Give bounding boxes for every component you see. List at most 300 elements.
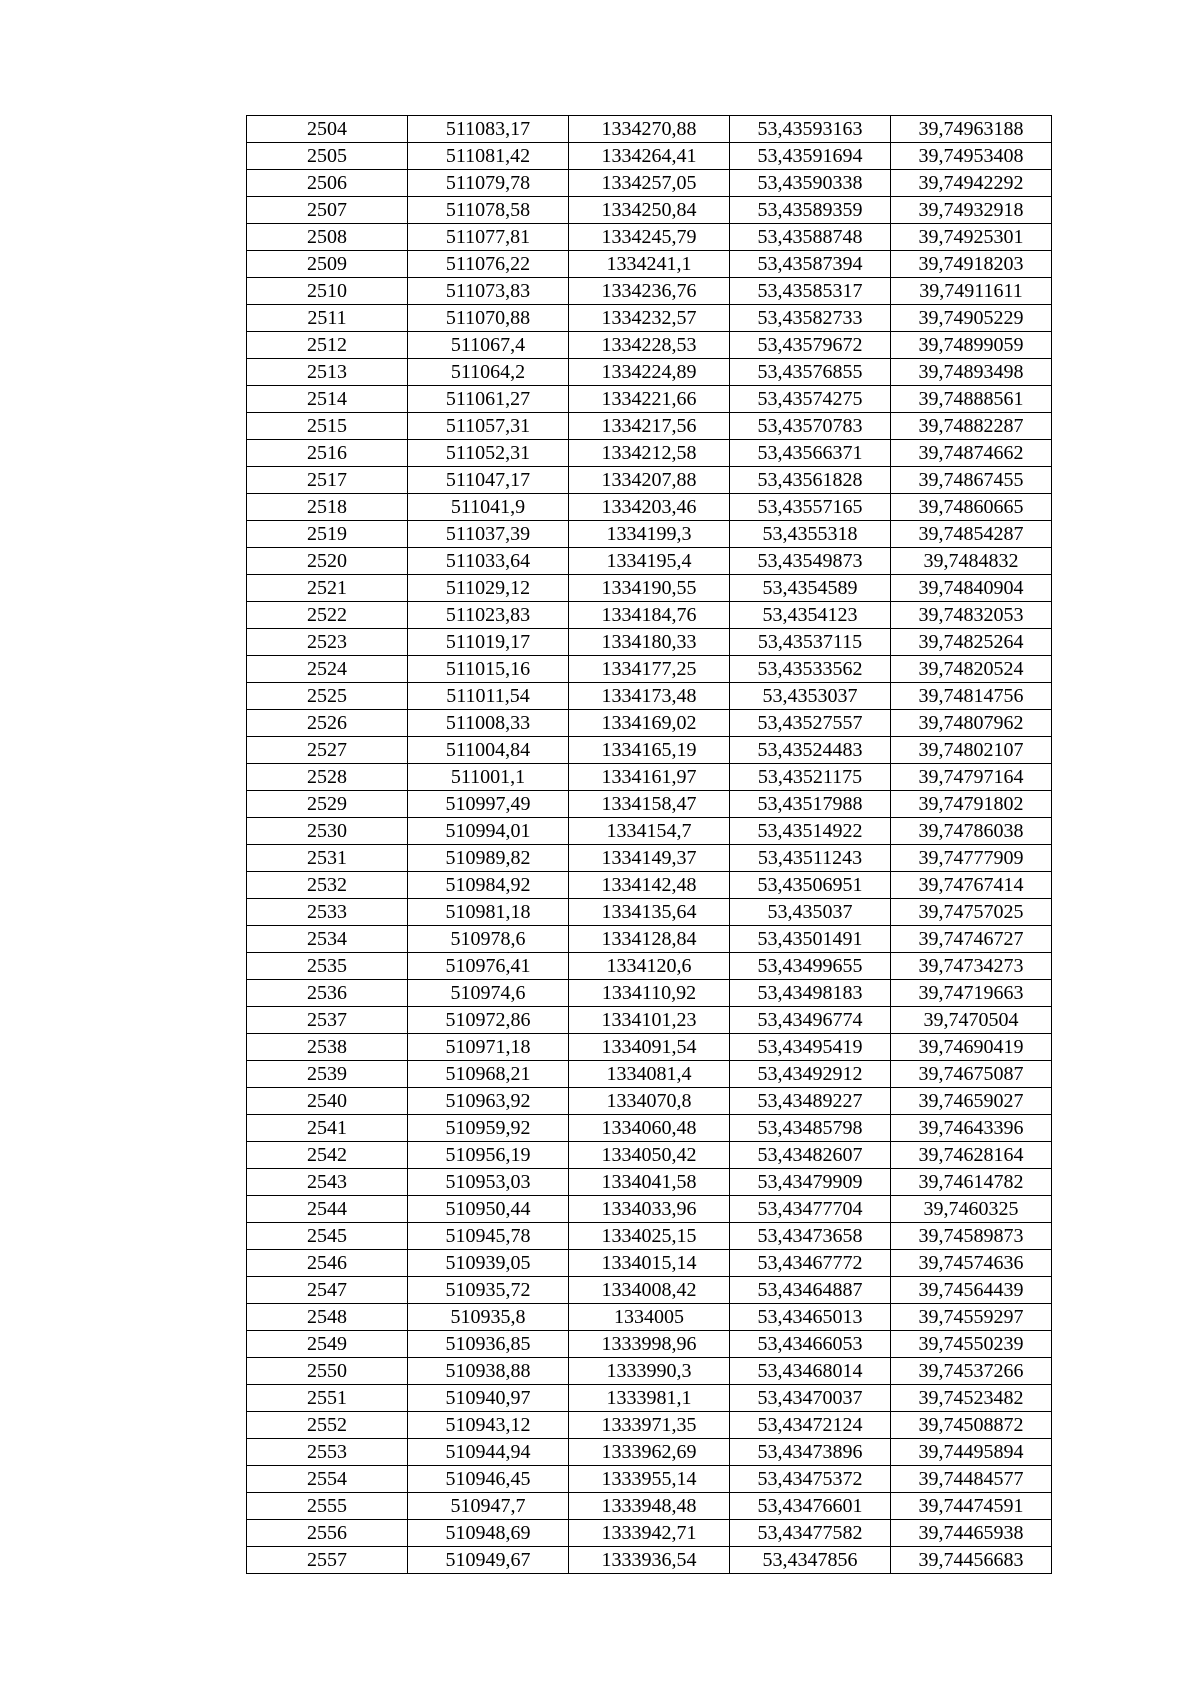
coord-y-cell: 1333948,48	[569, 1493, 730, 1520]
point-number-cell: 2557	[247, 1547, 408, 1574]
coord-y-cell: 1334142,48	[569, 872, 730, 899]
table-row	[247, 1385, 1052, 1412]
longitude-cell: 39,74874662	[891, 440, 1052, 467]
longitude-cell: 39,74953408	[891, 143, 1052, 170]
latitude-cell: 53,43482607	[730, 1142, 891, 1169]
longitude-cell: 39,74825264	[891, 629, 1052, 656]
point-number-cell: 2545	[247, 1223, 408, 1250]
coord-y-cell: 1334008,42	[569, 1277, 730, 1304]
table-row	[247, 278, 1052, 305]
point-number-cell: 2508	[247, 224, 408, 251]
latitude-cell: 53,43514922	[730, 818, 891, 845]
table-row	[247, 1196, 1052, 1223]
point-number-cell: 2534	[247, 926, 408, 953]
coordinates-table-body	[247, 116, 1052, 1574]
table-row	[247, 305, 1052, 332]
coord-x-cell: 510981,18	[408, 899, 569, 926]
coord-x-cell: 510997,49	[408, 791, 569, 818]
coord-x-cell: 511037,39	[408, 521, 569, 548]
coord-x-cell: 510936,85	[408, 1331, 569, 1358]
coord-y-cell: 1334217,56	[569, 413, 730, 440]
latitude-cell: 53,43576855	[730, 359, 891, 386]
latitude-cell: 53,43533562	[730, 656, 891, 683]
longitude-cell: 39,74628164	[891, 1142, 1052, 1169]
point-number-cell: 2524	[247, 656, 408, 683]
table-row	[247, 1412, 1052, 1439]
longitude-cell: 39,74893498	[891, 359, 1052, 386]
coord-y-cell: 1334245,79	[569, 224, 730, 251]
latitude-cell: 53,43485798	[730, 1115, 891, 1142]
point-number-cell: 2512	[247, 332, 408, 359]
coord-y-cell: 1334161,97	[569, 764, 730, 791]
point-number-cell: 2544	[247, 1196, 408, 1223]
table-row	[247, 197, 1052, 224]
table-row	[247, 602, 1052, 629]
latitude-cell: 53,43499655	[730, 953, 891, 980]
longitude-cell: 39,74867455	[891, 467, 1052, 494]
coord-x-cell: 511081,42	[408, 143, 569, 170]
latitude-cell: 53,43477704	[730, 1196, 891, 1223]
latitude-cell: 53,43495419	[730, 1034, 891, 1061]
coord-x-cell: 511052,31	[408, 440, 569, 467]
table-row	[247, 170, 1052, 197]
table-row	[247, 143, 1052, 170]
coord-y-cell: 1334165,19	[569, 737, 730, 764]
latitude-cell: 53,43557165	[730, 494, 891, 521]
coord-x-cell: 510984,92	[408, 872, 569, 899]
longitude-cell: 39,74537266	[891, 1358, 1052, 1385]
table-row	[247, 548, 1052, 575]
table-row	[247, 1493, 1052, 1520]
coord-x-cell: 511023,83	[408, 602, 569, 629]
coord-x-cell: 511029,12	[408, 575, 569, 602]
coord-y-cell: 1333936,54	[569, 1547, 730, 1574]
coord-x-cell: 511067,4	[408, 332, 569, 359]
longitude-cell: 39,74807962	[891, 710, 1052, 737]
longitude-cell: 39,74495894	[891, 1439, 1052, 1466]
longitude-cell: 39,74643396	[891, 1115, 1052, 1142]
coord-y-cell: 1333981,1	[569, 1385, 730, 1412]
table-row	[247, 440, 1052, 467]
latitude-cell: 53,43473658	[730, 1223, 891, 1250]
table-row	[247, 224, 1052, 251]
coord-y-cell: 1334212,58	[569, 440, 730, 467]
table-row	[247, 1466, 1052, 1493]
latitude-cell: 53,4347856	[730, 1547, 891, 1574]
coord-x-cell: 510972,86	[408, 1007, 569, 1034]
longitude-cell: 39,74963188	[891, 116, 1052, 143]
point-number-cell: 2532	[247, 872, 408, 899]
table-row	[247, 1547, 1052, 1574]
longitude-cell: 39,74797164	[891, 764, 1052, 791]
longitude-cell: 39,74574636	[891, 1250, 1052, 1277]
point-number-cell: 2550	[247, 1358, 408, 1385]
coord-x-cell: 510953,03	[408, 1169, 569, 1196]
longitude-cell: 39,74802107	[891, 737, 1052, 764]
point-number-cell: 2551	[247, 1385, 408, 1412]
coord-x-cell: 510978,6	[408, 926, 569, 953]
longitude-cell: 39,74777909	[891, 845, 1052, 872]
longitude-cell: 39,74614782	[891, 1169, 1052, 1196]
coord-y-cell: 1333955,14	[569, 1466, 730, 1493]
latitude-cell: 53,43574275	[730, 386, 891, 413]
coord-x-cell: 510976,41	[408, 953, 569, 980]
table-row	[247, 845, 1052, 872]
point-number-cell: 2547	[247, 1277, 408, 1304]
point-number-cell: 2554	[247, 1466, 408, 1493]
longitude-cell: 39,74559297	[891, 1304, 1052, 1331]
coord-x-cell: 510948,69	[408, 1520, 569, 1547]
coord-y-cell: 1334203,46	[569, 494, 730, 521]
latitude-cell: 53,43589359	[730, 197, 891, 224]
longitude-cell: 39,74757025	[891, 899, 1052, 926]
point-number-cell: 2504	[247, 116, 408, 143]
point-number-cell: 2529	[247, 791, 408, 818]
coord-x-cell: 510956,19	[408, 1142, 569, 1169]
longitude-cell: 39,74675087	[891, 1061, 1052, 1088]
coord-x-cell: 510943,12	[408, 1412, 569, 1439]
latitude-cell: 53,43585317	[730, 278, 891, 305]
coord-y-cell: 1334033,96	[569, 1196, 730, 1223]
latitude-cell: 53,43591694	[730, 143, 891, 170]
longitude-cell: 39,74564439	[891, 1277, 1052, 1304]
table-row	[247, 467, 1052, 494]
table-row	[247, 1142, 1052, 1169]
latitude-cell: 53,43472124	[730, 1412, 891, 1439]
coord-x-cell: 510935,8	[408, 1304, 569, 1331]
coord-y-cell: 1334005	[569, 1304, 730, 1331]
table-row	[247, 1331, 1052, 1358]
coord-y-cell: 1333942,71	[569, 1520, 730, 1547]
coord-y-cell: 1334221,66	[569, 386, 730, 413]
point-number-cell: 2535	[247, 953, 408, 980]
coord-y-cell: 1334190,55	[569, 575, 730, 602]
latitude-cell: 53,43521175	[730, 764, 891, 791]
coord-x-cell: 511011,54	[408, 683, 569, 710]
table-row	[247, 899, 1052, 926]
coord-y-cell: 1334177,25	[569, 656, 730, 683]
coord-x-cell: 511083,17	[408, 116, 569, 143]
coord-y-cell: 1334173,48	[569, 683, 730, 710]
coord-x-cell: 511073,83	[408, 278, 569, 305]
table-row	[247, 764, 1052, 791]
longitude-cell: 39,74905229	[891, 305, 1052, 332]
longitude-cell: 39,74474591	[891, 1493, 1052, 1520]
coord-x-cell: 510947,7	[408, 1493, 569, 1520]
coord-x-cell: 511064,2	[408, 359, 569, 386]
table-row	[247, 386, 1052, 413]
coord-y-cell: 1334264,41	[569, 143, 730, 170]
point-number-cell: 2546	[247, 1250, 408, 1277]
coord-x-cell: 510945,78	[408, 1223, 569, 1250]
point-number-cell: 2549	[247, 1331, 408, 1358]
latitude-cell: 53,43476601	[730, 1493, 891, 1520]
point-number-cell: 2510	[247, 278, 408, 305]
longitude-cell: 39,74767414	[891, 872, 1052, 899]
longitude-cell: 39,74786038	[891, 818, 1052, 845]
coord-y-cell: 1334070,8	[569, 1088, 730, 1115]
coord-y-cell: 1334224,89	[569, 359, 730, 386]
longitude-cell: 39,74659027	[891, 1088, 1052, 1115]
point-number-cell: 2538	[247, 1034, 408, 1061]
table-row	[247, 656, 1052, 683]
point-number-cell: 2514	[247, 386, 408, 413]
coord-y-cell: 1334025,15	[569, 1223, 730, 1250]
coord-x-cell: 510940,97	[408, 1385, 569, 1412]
coord-x-cell: 511041,9	[408, 494, 569, 521]
coord-x-cell: 510939,05	[408, 1250, 569, 1277]
coord-y-cell: 1334041,58	[569, 1169, 730, 1196]
longitude-cell: 39,74911611	[891, 278, 1052, 305]
point-number-cell: 2506	[247, 170, 408, 197]
coord-x-cell: 511079,78	[408, 170, 569, 197]
coord-x-cell: 510989,82	[408, 845, 569, 872]
coord-y-cell: 1334128,84	[569, 926, 730, 953]
point-number-cell: 2553	[247, 1439, 408, 1466]
coord-x-cell: 510968,21	[408, 1061, 569, 1088]
coord-y-cell: 1334257,05	[569, 170, 730, 197]
table-row	[247, 251, 1052, 278]
point-number-cell: 2505	[247, 143, 408, 170]
coord-x-cell: 511078,58	[408, 197, 569, 224]
point-number-cell: 2542	[247, 1142, 408, 1169]
coord-y-cell: 1334169,02	[569, 710, 730, 737]
coord-x-cell: 510950,44	[408, 1196, 569, 1223]
coord-x-cell: 510944,94	[408, 1439, 569, 1466]
coord-x-cell: 511076,22	[408, 251, 569, 278]
latitude-cell: 53,43561828	[730, 467, 891, 494]
point-number-cell: 2548	[247, 1304, 408, 1331]
longitude-cell: 39,74840904	[891, 575, 1052, 602]
coord-y-cell: 1334195,4	[569, 548, 730, 575]
table-row	[247, 872, 1052, 899]
coord-x-cell: 511008,33	[408, 710, 569, 737]
coord-y-cell: 1334180,33	[569, 629, 730, 656]
table-row	[247, 1061, 1052, 1088]
table-row	[247, 791, 1052, 818]
table-row	[247, 737, 1052, 764]
coord-y-cell: 1333998,96	[569, 1331, 730, 1358]
latitude-cell: 53,43549873	[730, 548, 891, 575]
coord-x-cell: 511047,17	[408, 467, 569, 494]
longitude-cell: 39,74932918	[891, 197, 1052, 224]
coord-y-cell: 1334207,88	[569, 467, 730, 494]
point-number-cell: 2507	[247, 197, 408, 224]
coord-x-cell: 511077,81	[408, 224, 569, 251]
longitude-cell: 39,7484832	[891, 548, 1052, 575]
table-row	[247, 575, 1052, 602]
table-row	[247, 683, 1052, 710]
table-row	[247, 629, 1052, 656]
longitude-cell: 39,74523482	[891, 1385, 1052, 1412]
longitude-cell: 39,74814756	[891, 683, 1052, 710]
table-row	[247, 1277, 1052, 1304]
coord-x-cell: 511019,17	[408, 629, 569, 656]
longitude-cell: 39,74925301	[891, 224, 1052, 251]
longitude-cell: 39,74589873	[891, 1223, 1052, 1250]
longitude-cell: 39,74508872	[891, 1412, 1052, 1439]
coord-y-cell: 1334149,37	[569, 845, 730, 872]
longitude-cell: 39,74746727	[891, 926, 1052, 953]
table-row	[247, 1034, 1052, 1061]
coord-y-cell: 1334110,92	[569, 980, 730, 1007]
longitude-cell: 39,74484577	[891, 1466, 1052, 1493]
point-number-cell: 2518	[247, 494, 408, 521]
latitude-cell: 53,43467772	[730, 1250, 891, 1277]
coord-y-cell: 1334158,47	[569, 791, 730, 818]
point-number-cell: 2531	[247, 845, 408, 872]
point-number-cell: 2556	[247, 1520, 408, 1547]
table-row	[247, 413, 1052, 440]
coord-y-cell: 1334120,6	[569, 953, 730, 980]
longitude-cell: 39,74690419	[891, 1034, 1052, 1061]
point-number-cell: 2511	[247, 305, 408, 332]
latitude-cell: 53,43468014	[730, 1358, 891, 1385]
point-number-cell: 2530	[247, 818, 408, 845]
table-row	[247, 818, 1052, 845]
longitude-cell: 39,74734273	[891, 953, 1052, 980]
latitude-cell: 53,43492912	[730, 1061, 891, 1088]
latitude-cell: 53,43465013	[730, 1304, 891, 1331]
coord-y-cell: 1334091,54	[569, 1034, 730, 1061]
longitude-cell: 39,74832053	[891, 602, 1052, 629]
table-row	[247, 1223, 1052, 1250]
coord-x-cell: 510994,01	[408, 818, 569, 845]
coord-x-cell: 510959,92	[408, 1115, 569, 1142]
latitude-cell: 53,43470037	[730, 1385, 891, 1412]
longitude-cell: 39,74942292	[891, 170, 1052, 197]
point-number-cell: 2543	[247, 1169, 408, 1196]
point-number-cell: 2552	[247, 1412, 408, 1439]
table-row	[247, 116, 1052, 143]
table-row	[247, 1169, 1052, 1196]
latitude-cell: 53,43537115	[730, 629, 891, 656]
latitude-cell: 53,43587394	[730, 251, 891, 278]
coord-y-cell: 1334081,4	[569, 1061, 730, 1088]
point-number-cell: 2537	[247, 1007, 408, 1034]
longitude-cell: 39,74456683	[891, 1547, 1052, 1574]
coord-x-cell: 511033,64	[408, 548, 569, 575]
coord-x-cell: 511070,88	[408, 305, 569, 332]
latitude-cell: 53,43527557	[730, 710, 891, 737]
point-number-cell: 2526	[247, 710, 408, 737]
table-row	[247, 359, 1052, 386]
latitude-cell: 53,43466053	[730, 1331, 891, 1358]
coord-x-cell: 511057,31	[408, 413, 569, 440]
longitude-cell: 39,74820524	[891, 656, 1052, 683]
coord-y-cell: 1334101,23	[569, 1007, 730, 1034]
latitude-cell: 53,43473896	[730, 1439, 891, 1466]
coord-y-cell: 1334154,7	[569, 818, 730, 845]
coord-y-cell: 1334184,76	[569, 602, 730, 629]
coord-y-cell: 1333962,69	[569, 1439, 730, 1466]
latitude-cell: 53,43579672	[730, 332, 891, 359]
point-number-cell: 2513	[247, 359, 408, 386]
point-number-cell: 2525	[247, 683, 408, 710]
longitude-cell: 39,74882287	[891, 413, 1052, 440]
latitude-cell: 53,43511243	[730, 845, 891, 872]
point-number-cell: 2522	[247, 602, 408, 629]
longitude-cell: 39,74899059	[891, 332, 1052, 359]
latitude-cell: 53,43570783	[730, 413, 891, 440]
coord-y-cell: 1334241,1	[569, 251, 730, 278]
coord-x-cell: 511001,1	[408, 764, 569, 791]
point-number-cell: 2509	[247, 251, 408, 278]
coord-x-cell: 511004,84	[408, 737, 569, 764]
point-number-cell: 2523	[247, 629, 408, 656]
table-row	[247, 494, 1052, 521]
longitude-cell: 39,74791802	[891, 791, 1052, 818]
point-number-cell: 2536	[247, 980, 408, 1007]
latitude-cell: 53,4353037	[730, 683, 891, 710]
coord-x-cell: 510971,18	[408, 1034, 569, 1061]
point-number-cell: 2533	[247, 899, 408, 926]
coord-y-cell: 1333971,35	[569, 1412, 730, 1439]
coord-x-cell: 510974,6	[408, 980, 569, 1007]
table-row	[247, 1520, 1052, 1547]
point-number-cell: 2541	[247, 1115, 408, 1142]
coord-y-cell: 1334250,84	[569, 197, 730, 224]
table-row	[247, 953, 1052, 980]
coord-y-cell: 1334135,64	[569, 899, 730, 926]
longitude-cell: 39,74465938	[891, 1520, 1052, 1547]
point-number-cell: 2527	[247, 737, 408, 764]
latitude-cell: 53,43475372	[730, 1466, 891, 1493]
longitude-cell: 39,74719663	[891, 980, 1052, 1007]
table-row	[247, 980, 1052, 1007]
coord-y-cell: 1333990,3	[569, 1358, 730, 1385]
point-number-cell: 2555	[247, 1493, 408, 1520]
table-row	[247, 1304, 1052, 1331]
point-number-cell: 2515	[247, 413, 408, 440]
coord-y-cell: 1334050,42	[569, 1142, 730, 1169]
longitude-cell: 39,74854287	[891, 521, 1052, 548]
table-row	[247, 1115, 1052, 1142]
table-row	[247, 926, 1052, 953]
table-row	[247, 521, 1052, 548]
latitude-cell: 53,43489227	[730, 1088, 891, 1115]
longitude-cell: 39,74888561	[891, 386, 1052, 413]
latitude-cell: 53,4355318	[730, 521, 891, 548]
latitude-cell: 53,43588748	[730, 224, 891, 251]
table-row	[247, 1007, 1052, 1034]
longitude-cell: 39,74860665	[891, 494, 1052, 521]
coord-y-cell: 1334232,57	[569, 305, 730, 332]
latitude-cell: 53,43464887	[730, 1277, 891, 1304]
point-number-cell: 2539	[247, 1061, 408, 1088]
table-row	[247, 1358, 1052, 1385]
table-row	[247, 1439, 1052, 1466]
latitude-cell: 53,43506951	[730, 872, 891, 899]
point-number-cell: 2528	[247, 764, 408, 791]
latitude-cell: 53,43524483	[730, 737, 891, 764]
point-number-cell: 2517	[247, 467, 408, 494]
latitude-cell: 53,43496774	[730, 1007, 891, 1034]
point-number-cell: 2519	[247, 521, 408, 548]
table-row	[247, 332, 1052, 359]
coord-y-cell: 1334015,14	[569, 1250, 730, 1277]
point-number-cell: 2520	[247, 548, 408, 575]
latitude-cell: 53,43566371	[730, 440, 891, 467]
coord-y-cell: 1334060,48	[569, 1115, 730, 1142]
point-number-cell: 2521	[247, 575, 408, 602]
coord-x-cell: 511061,27	[408, 386, 569, 413]
latitude-cell: 53,43517988	[730, 791, 891, 818]
coord-y-cell: 1334270,88	[569, 116, 730, 143]
latitude-cell: 53,43582733	[730, 305, 891, 332]
latitude-cell: 53,43501491	[730, 926, 891, 953]
coord-x-cell: 511015,16	[408, 656, 569, 683]
